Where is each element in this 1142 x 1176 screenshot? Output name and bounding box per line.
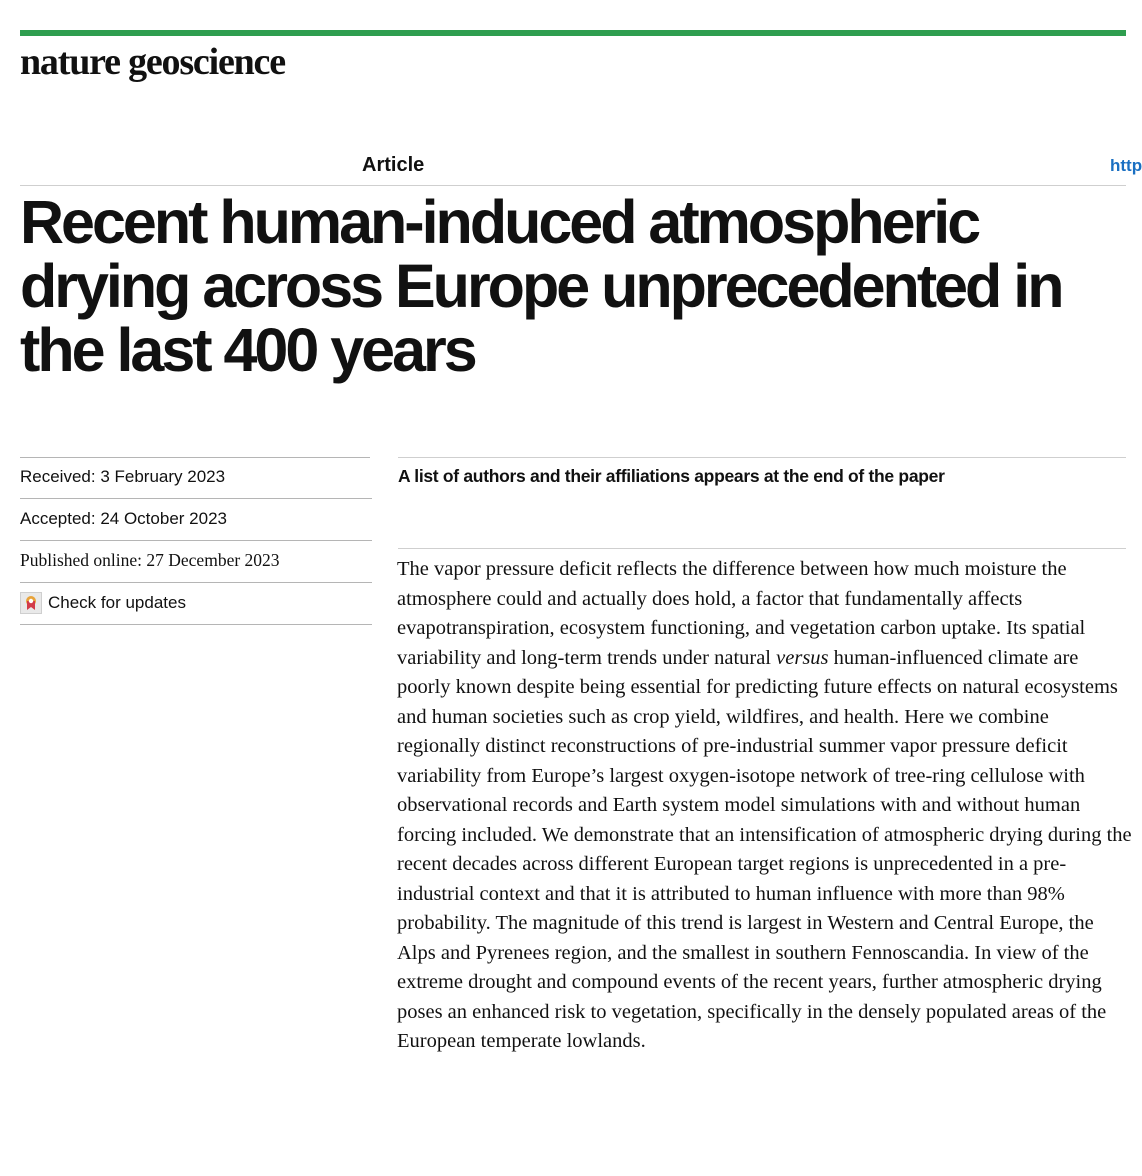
received-date: Received: 3 February 2023 bbox=[20, 467, 226, 486]
doi-link[interactable]: http bbox=[1110, 156, 1142, 175]
authors-divider-top bbox=[398, 457, 1126, 458]
published-date: Published online: 27 December 2023 bbox=[20, 550, 280, 570]
journal-name: nature geoscience bbox=[20, 41, 285, 83]
check-for-updates-label: Check for updates bbox=[48, 593, 186, 612]
abstract-divider bbox=[398, 548, 1126, 549]
check-for-updates-button[interactable] bbox=[20, 592, 186, 614]
authors-affiliation-note: A list of authors and their affiliations appears at the end of the paper bbox=[398, 466, 945, 486]
meta-divider bbox=[20, 582, 372, 583]
header-divider bbox=[20, 185, 1126, 186]
abstract-text: The vapor pressure deficit reflects the difference between how much moisture the atmosphere could and actually does hold, a factor that fundamentally affects evapotranspiration, ecosystem functioning, and vegetation carbon uptake. Its spatial variability and long-term trends under natural bbox=[397, 558, 1086, 669]
meta-divider bbox=[20, 457, 370, 458]
meta-divider bbox=[20, 498, 372, 499]
article-type-label: Article bbox=[362, 154, 425, 176]
meta-divider bbox=[20, 540, 372, 541]
article-title: Recent human-induced atmospheric drying across Europe unprecedented in the last 400 years bbox=[20, 188, 1062, 384]
meta-divider bbox=[20, 624, 372, 625]
journal-accent-bar bbox=[20, 30, 1126, 36]
abstract-text: human-influenced climate are poorly known despite being essential for predicting future effects on natural ecosystems and human societies such as crop yield, wildfires, and health. Here we combine regionally distinct reconstructions of pre-industrial summer vapor pressure deficit variability from Europe’s largest oxygen-isotope network of tree-ring cellulose with observational records and Earth system model simulations with and without human forcing included. We demonstrate that an intensification of atmospheric drying during the recent decades across different European target regions is unprecedented in a pre-industrial context and that it is attributed to human influence with more than 98% probability. The magnitude of this trend is largest in Western and Central Europe, the Alps and Pyrenees region, and the smallest in southern Fennoscandia. In view of the extreme drought and compound events of the recent years, further atmospheric drying poses an enhanced risk to vegetation, specifically in the densely populated areas of the European temperate lowlands. bbox=[397, 646, 1132, 1052]
accepted-date: Accepted: 24 October 2023 bbox=[20, 509, 227, 528]
check-for-updates-icon bbox=[20, 592, 42, 614]
abstract-italic: versus bbox=[776, 646, 829, 669]
abstract bbox=[397, 555, 1132, 1057]
